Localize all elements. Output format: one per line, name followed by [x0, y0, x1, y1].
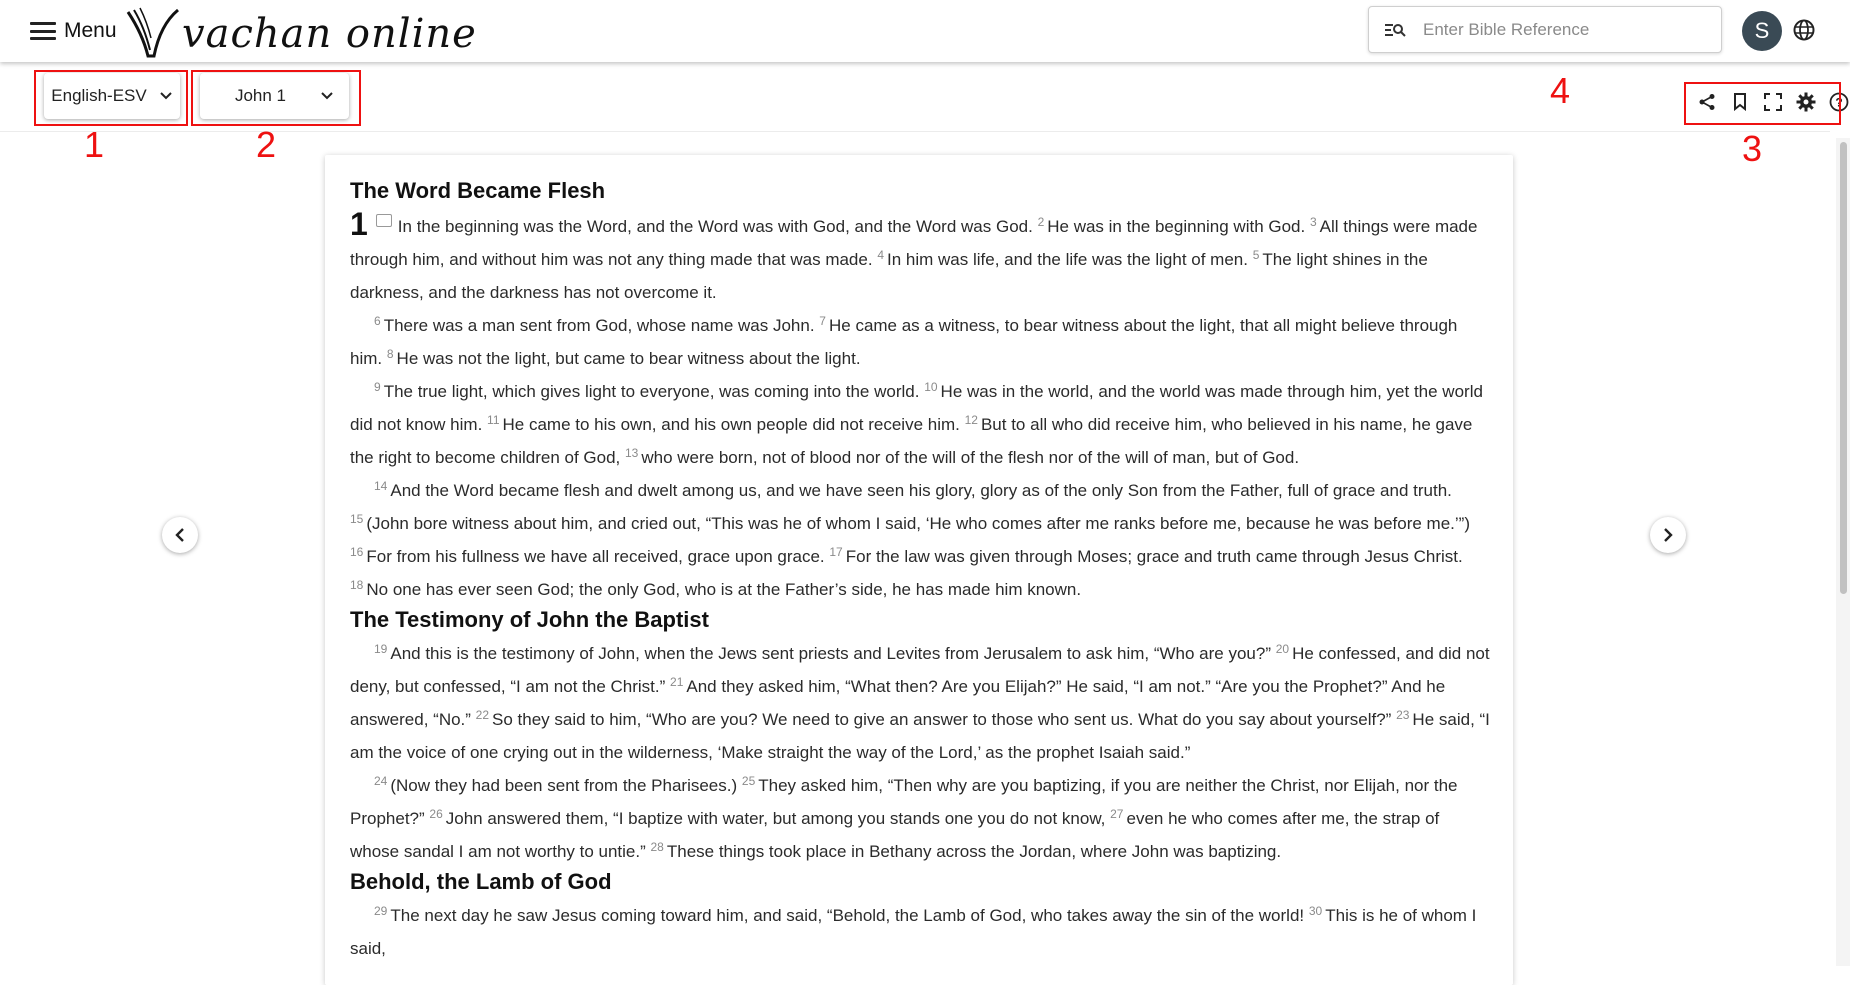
svg-text:?: ?	[1835, 95, 1843, 110]
search-input[interactable]	[1421, 19, 1721, 41]
verse-text[interactable]: So they said to him, “Who are you? We need to give an answer to those who sent us. What do you say about yourself?”	[492, 710, 1392, 729]
scripture-panel	[325, 155, 1513, 985]
verse-number[interactable]: 20	[1275, 642, 1290, 656]
paragraph	[350, 474, 1490, 606]
passage-content	[350, 177, 1490, 965]
previous-chapter-button[interactable]	[162, 517, 198, 553]
verse-text[interactable]: He was not the light, but came to bear witness about the light.	[396, 349, 861, 368]
verse-text[interactable]: In the beginning was the Word, and the Word was with God, and the Word was God.	[397, 217, 1033, 236]
verse-text[interactable]: John answered them, “I baptize with water, but among you stands one you do not know,	[445, 809, 1106, 828]
verse-number[interactable]: 30	[1308, 904, 1323, 918]
section-heading: The Testimony of John the Baptist	[350, 607, 709, 632]
verse-text[interactable]: even he who comes after me, the strap of whose sandal I am not worthy to untie.”	[350, 809, 1440, 861]
globe-icon[interactable]	[1792, 18, 1816, 42]
annotation-label-3: 3	[1742, 128, 1763, 169]
verse-number[interactable]: 8	[386, 347, 394, 361]
paragraph	[350, 637, 1490, 769]
verse-number[interactable]: 12	[964, 413, 978, 427]
verse-text[interactable]: All things were made through him, and without him was not any thing made that was made.	[350, 217, 1478, 269]
verse-text[interactable]: The light shines in the darkness, and the darkness has not overcome it.	[350, 250, 1428, 302]
verse-text[interactable]: He was in the world, and the world was made through him, yet the world did not know him.	[350, 382, 1483, 434]
section-heading: The Word Became Flesh	[350, 178, 606, 203]
search-list-icon	[1369, 21, 1421, 39]
verse-text[interactable]: There was a man sent from God, whose name was John.	[383, 316, 815, 335]
verse-text[interactable]: He came as a witness, to bear witness about the light, that all might believe through him.	[350, 316, 1458, 368]
verse-text[interactable]: He confessed, and did not deny, but confessed, “I am not the Christ.”	[350, 644, 1490, 696]
verse-number[interactable]: 21	[670, 675, 684, 689]
verse-text[interactable]: This is he of whom I said,	[350, 906, 1477, 958]
chapter-number: 1	[350, 206, 368, 242]
verse-text[interactable]: And this is the testimony of John, when the Jews sent priests and Levites from Jerusalem to ask him, “Who are you?”	[390, 644, 1271, 663]
verse-number[interactable]: 3	[1309, 215, 1317, 229]
verse-text[interactable]: No one has ever seen God; the only God, who is at the Father’s side, he has made him known.	[366, 580, 1082, 599]
menu-label: Menu	[64, 19, 117, 42]
verse-text[interactable]: They asked him, “Then why are you baptizing, if you are neither the Christ, nor Elijah, nor the Prophet?”	[350, 776, 1458, 828]
next-chapter-button[interactable]	[1650, 517, 1686, 553]
verse-number[interactable]: 13	[625, 446, 639, 460]
verse-number[interactable]: 22	[475, 708, 490, 722]
verse-text[interactable]: In him was life, and the life was the light of men.	[887, 250, 1248, 269]
paragraph	[350, 208, 1490, 309]
verse-number[interactable]: 15	[350, 512, 364, 526]
chevron-right-icon	[1661, 527, 1675, 543]
annotation-box-2	[191, 70, 361, 126]
book-chapter-label: John 1	[234, 86, 287, 105]
section-heading: Behold, the Lamb of God	[350, 869, 612, 894]
verse-number[interactable]: 29	[374, 904, 388, 918]
annotation-box-1	[34, 70, 188, 126]
verse-number[interactable]: 27	[1110, 807, 1124, 821]
verse-text[interactable]: These things took place in Bethany across the Jordan, where John was baptizing.	[666, 842, 1282, 861]
verse-number[interactable]: 19	[374, 642, 388, 656]
verse-number[interactable]: 4	[877, 248, 884, 262]
verse-text[interactable]: And they asked him, “What then? Are you Elijah?” He said, “I am not.” “Are you the Prophet?” And he answered, “No.”	[350, 677, 1446, 729]
top-app-bar	[0, 0, 1850, 62]
verse-text[interactable]: For from his fullness we have all received, grace upon grace.	[366, 547, 825, 566]
paragraph	[350, 899, 1490, 965]
verse-text[interactable]: He was in the beginning with God.	[1047, 217, 1306, 236]
paragraph	[350, 375, 1490, 474]
verse-number[interactable]: 24	[374, 774, 388, 788]
vachan-v-logo-icon	[126, 6, 180, 58]
verse-number[interactable]: 25	[741, 774, 756, 788]
annotation-label-4: 4	[1550, 70, 1571, 111]
menu-button[interactable]	[30, 14, 117, 48]
verse-number[interactable]: 14	[374, 479, 388, 493]
annotation-label-2: 2	[256, 124, 277, 165]
verse-text[interactable]: But to all who did receive him, who believed in his name, he gave the right to become children of God,	[350, 415, 1473, 467]
verse-number[interactable]: 9	[374, 380, 381, 394]
note-icon[interactable]	[376, 214, 392, 227]
user-avatar[interactable]: S	[1742, 11, 1782, 51]
verse-number[interactable]: 16	[350, 545, 364, 559]
verse-number[interactable]: 10	[924, 380, 938, 394]
verse-number[interactable]: 11	[487, 413, 500, 427]
verse-text[interactable]: He said, “I am the voice of one crying out in the wilderness, ‘Make straight the way of the Lord,’ as the prophet Isaiah said.”	[350, 710, 1490, 762]
annotation-label-1: 1	[84, 124, 105, 165]
verse-text[interactable]: (Now they had been sent from the Pharisees.)	[390, 776, 738, 795]
verse-number[interactable]: 7	[819, 314, 826, 328]
verse-text[interactable]: For the law was given through Moses; grace and truth came through Jesus Christ.	[845, 547, 1463, 566]
verse-number[interactable]: 17	[829, 545, 843, 559]
verse-text[interactable]: And the Word became flesh and dwelt among us, and we have seen his glory, glory as of the only Son from the Father, full of grace and truth.	[390, 481, 1452, 500]
annotation-box-3	[1684, 82, 1841, 125]
logo-text: vachan online	[182, 11, 477, 57]
app-logo[interactable]	[126, 6, 477, 58]
verse-text[interactable]: The true light, which gives light to everyone, was coming into the world.	[383, 382, 920, 401]
chevron-left-icon	[173, 527, 187, 543]
verse-number[interactable]: 28	[650, 840, 664, 854]
verse-text[interactable]: (John bore witness about him, and cried out, “This was he of whom I said, ‘He who comes after me ranks before me, because he was before me.’”)	[366, 514, 1470, 533]
verse-number[interactable]: 18	[350, 578, 364, 592]
verse-number[interactable]: 5	[1252, 248, 1260, 262]
paragraph	[350, 769, 1490, 868]
verse-text[interactable]: The next day he saw Jesus coming toward him, and said, “Behold, the Lamb of God, who takes away the sin of the world!	[390, 906, 1305, 925]
verse-number[interactable]: 6	[374, 314, 381, 328]
verse-number[interactable]: 23	[1396, 708, 1410, 722]
bible-reference-search[interactable]	[1368, 6, 1722, 53]
scrollbar-thumb[interactable]	[1840, 142, 1847, 594]
verse-number[interactable]: 26	[429, 807, 443, 821]
verse-text[interactable]: who were born, not of blood nor of the will of the flesh nor of the will of man, but of God.	[641, 448, 1300, 467]
hamburger-icon	[30, 22, 56, 40]
version-label: English-ESV	[51, 86, 147, 105]
verse-text[interactable]: He came to his own, and his own people did not receive him.	[502, 415, 960, 434]
verse-number[interactable]: 2	[1037, 215, 1045, 229]
paragraph	[350, 309, 1490, 375]
